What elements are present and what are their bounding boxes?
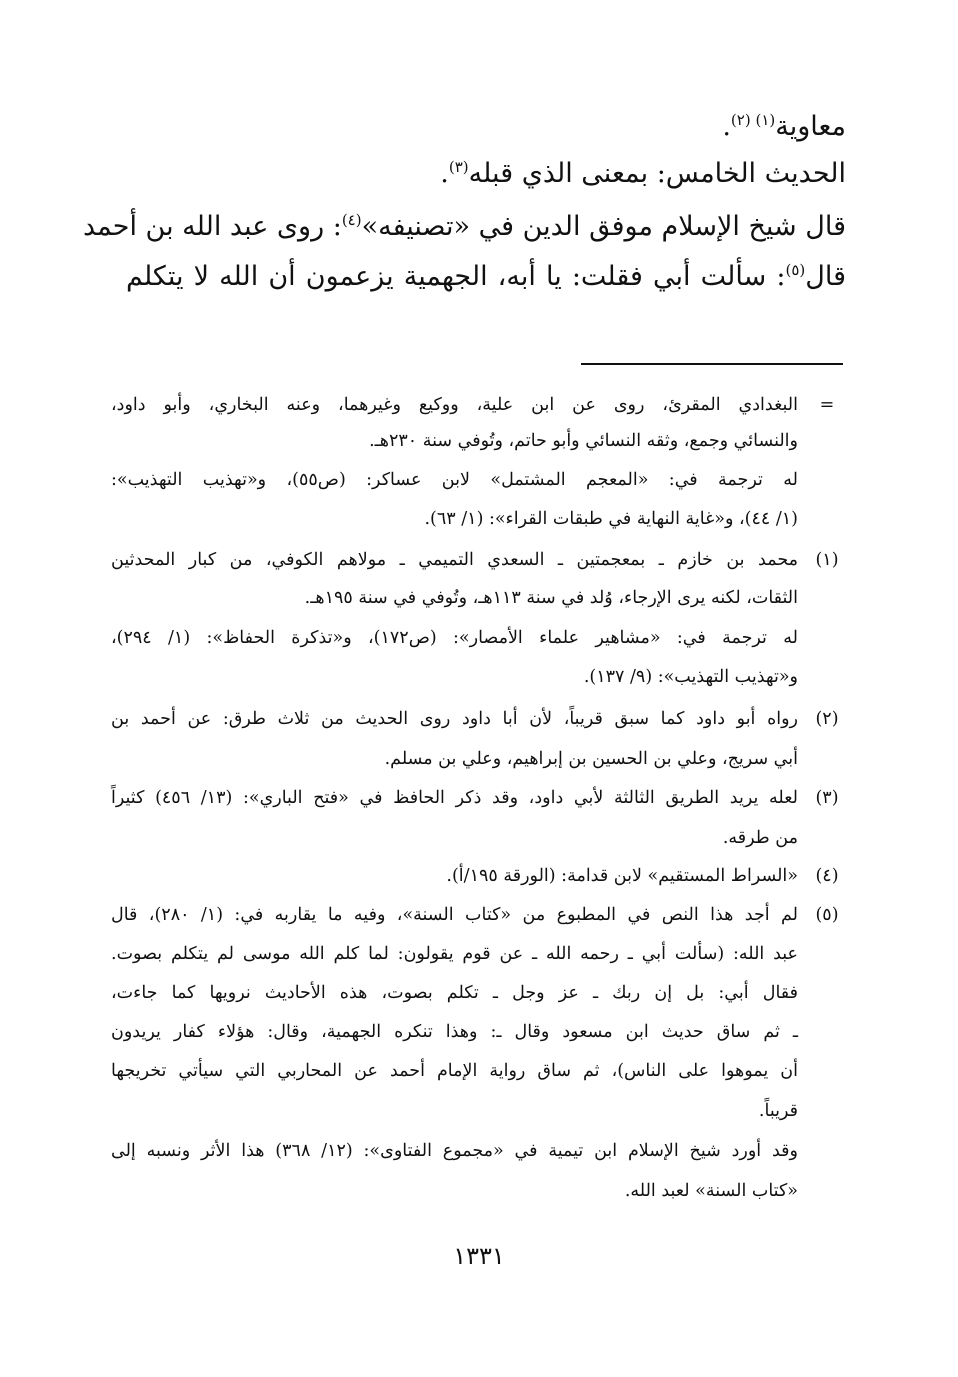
footnote-number: (٣) (815, 788, 839, 808)
footnote-text-line: وقد أورد شيخ الإسلام ابن تيمية في «مجموع الفتاوى»: (١٢/ ٣٦٨) هذا الأثر ونسبه إلى (111, 1141, 798, 1161)
main-line-2-text: الحديث الخامس: بمعنى الذي قبله (468, 158, 846, 189)
footnote-3-line (111, 822, 846, 854)
page-number: ١٣٣١ (453, 1242, 505, 1270)
footnote-text-line: لعله يريد الطريق الثالثة لأبي داود، وقد ذكر الحافظ في «فتح الباري»: (١٣/ ٤٥٦) كثيراً (111, 788, 798, 808)
footnote-1-line (111, 661, 846, 693)
main-line-2 (440, 150, 846, 191)
footnote-text-line: والنسائي وجمع، وثقه النسائي وأبو حاتم، وتُوفي سنة ٢٣٠هـ. (369, 431, 798, 451)
footnote-text-line: ـ ثم ساق حديث ابن مسعود وقال ـ: وهذا تنكره الجهمية، وقال: هؤلاء كفار يريدون (111, 1022, 798, 1042)
footnote-text-line: أن يموهوا على الناس)، ثم ساق رواية الإمام أحمد عن المحاربي التي سيأتي تخريجها (111, 1061, 798, 1081)
main-line-1-tail: . (722, 111, 731, 142)
footnote-text-line: البغدادي المقرئ، روى عن ابن علية، ووكيع وغيرهما، وعنه البخاري، وأبو داود، (111, 395, 798, 415)
footnote-text-line: الثقات، لكنه يرى الإرجاء، وُلد في سنة ١١٣هـ، وتُوفي في سنة ١٩٥هـ. (304, 588, 798, 608)
main-line-4-b: : سألت أبي فقلت: يا أبه، الجهمية يزعمون أن الله لا يتكلم (126, 261, 786, 292)
footnote-5-line (111, 938, 846, 970)
footnote-text-line: رواه أبو داود كما سبق قريباً، لأن أبا داود روى الحديث من ثلاث طرق: عن أحمد بن (111, 709, 798, 729)
footnote-number: (٥) (815, 905, 839, 925)
main-line-2-tail: . (440, 158, 449, 189)
footnote-ref-5: (٥) (785, 261, 806, 279)
footnote-4 (111, 860, 846, 892)
footnote-separator (581, 363, 843, 365)
footnote-text-line: من طرقه. (722, 828, 798, 848)
main-line-3 (82, 203, 846, 244)
footnote-5-line (111, 1055, 846, 1087)
footnote-ref-3: (٣) (448, 158, 469, 176)
footnote-1 (111, 544, 846, 576)
main-line-1 (722, 103, 846, 144)
footnote-5-line (111, 1016, 846, 1048)
footnote-number: (١) (815, 550, 839, 570)
footnote-2-line (111, 743, 846, 775)
footnote-2 (111, 703, 846, 735)
footnote-5-line (111, 1095, 846, 1127)
footnote-5-line (111, 977, 846, 1009)
footnote-5 (111, 899, 846, 931)
footnote-text-line: له ترجمة في: «مشاهير علماء الأمصار»: (ص١٧٢)، و«تذكرة الحفاظ»: (١/ ٢٩٤)، (111, 628, 798, 648)
footnote-5-line (111, 1175, 846, 1207)
footnote-text-line: قريباً. (758, 1101, 798, 1121)
continuation-marker: = (819, 395, 835, 415)
footnote-continuation-line (111, 503, 846, 535)
footnote-text-line: لم أجد هذا النص في المطبوع من «كتاب السنة»، وفيه ما يقاربه في: (١/ ٢٨٠)، قال (111, 905, 799, 925)
footnote-1-line (111, 622, 846, 654)
footnote-refs-1-2: (١) (٢) (730, 111, 776, 129)
footnote-5-line (111, 1135, 846, 1167)
main-line-4 (126, 253, 846, 294)
footnote-continuation-line (111, 425, 846, 457)
footnote-text-line: «كتاب السنة» لعبد الله. (624, 1181, 798, 1201)
footnote-ref-4: (٤) (341, 211, 362, 229)
footnote-text-line: له ترجمة في: «المعجم المشتمل» لابن عساكر: (ص٥٥)، و«تهذيب التهذيب»: (111, 470, 798, 490)
main-line-4-a: قال (805, 261, 846, 292)
footnote-3 (111, 782, 846, 814)
footnote-text-line: (١/ ٤٤)، و«غاية النهاية في طبقات القراء»: (١/ ٦٣). (424, 509, 798, 529)
footnote-1-line (111, 582, 846, 614)
main-line-3-b: : روى عبد الله بن أحمد (82, 211, 342, 242)
footnote-text-line: محمد بن خازم ـ بمعجمتين ـ السعدي التميمي ـ مولاهم الكوفي، من كبار المحدثين (111, 550, 798, 570)
footnote-number: (٢) (815, 709, 839, 729)
main-line-3-a: قال شيخ الإسلام موفق الدين في «تصنيفه» (361, 211, 846, 242)
main-line-1-text: معاوية (775, 111, 846, 142)
footnote-text-line: «السراط المستقيم» لابن قدامة: (الورقة ١٩٥/أ). (446, 866, 798, 886)
footnote-text-line: عبد الله: (سألت أبي ـ رحمه الله ـ عن قوم يقولون: لما كلم الله موسى لم يتكلم بصوت. (111, 944, 798, 964)
footnote-continuation-line (111, 464, 846, 496)
footnote-text-line: و«تهذيب التهذيب»: (٩/ ١٣٧). (583, 667, 798, 687)
footnote-number: (٤) (815, 866, 839, 886)
footnote-text-line: فقال أبي: بل إن ربك ـ عز وجل ـ تكلم بصوت، هذه الأحاديث نرويها كما جاءت، (111, 983, 798, 1003)
footnote-text-line: أبي سريج، وعلي بن الحسين بن إبراهيم، وعلي بن مسلم. (384, 749, 798, 769)
footnote-continuation-line (111, 389, 846, 421)
